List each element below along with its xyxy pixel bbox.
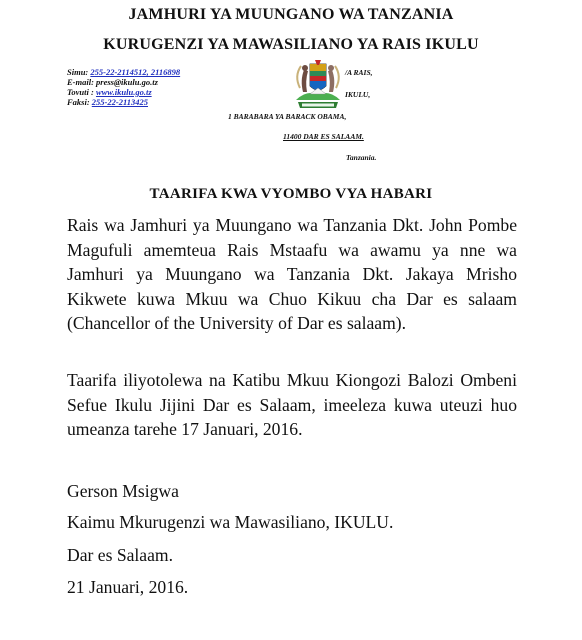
issue-date: 21 Januari, 2016. <box>67 577 189 597</box>
issue-place: Dar es Salaam. <box>67 545 174 565</box>
address-line-1: /A RAIS, <box>345 68 373 77</box>
website-label: Tovuti : <box>67 87 96 97</box>
document-title: TAARIFA KWA VYOMBO VYA HABARI <box>149 186 433 202</box>
tanzania-coat-of-arms-icon <box>288 56 348 114</box>
body-paragraph-2: Taarifa iliyotolewa na Katibu Mkuu Kiongozi Balozi Ombeni Sefue Ikulu Jijini Dar es Salaam, imeeleza kuwa uteuzi huo umeanza tarehe 17 Januari, 2016. <box>67 370 517 439</box>
address-line-3: 1 BARABARA YA BARACK OBAMA, <box>228 112 347 121</box>
address-line-2: IKULU, <box>345 90 371 99</box>
email-line: E-mail: press@ikulu.go.tz <box>67 77 158 87</box>
header-country: JAMHURI YA MUUNGANO WA TANZANIA <box>128 6 454 23</box>
fax-label: Faksi: <box>67 97 92 107</box>
header-directorate: KURUGENZI YA MAWASILIANO YA RAIS IKULU <box>103 36 479 53</box>
address-line-4 <box>283 132 364 141</box>
address-line-5: Tanzania. <box>346 153 377 162</box>
phone-link[interactable]: 255-22-2114512, 2116898 <box>90 67 181 77</box>
fax-link[interactable]: 255-22-2113425 <box>91 97 148 107</box>
website-link[interactable]: www.ikulu.go.tz <box>95 87 152 97</box>
phone-label: Simu: <box>67 67 91 77</box>
signatory-name: Gerson Msigwa <box>67 481 179 501</box>
signatory-position: Kaimu Mkurugenzi wa Mawasiliano, IKULU. <box>67 512 394 532</box>
postal-code-city: 11400 DAR ES SALAAM. <box>283 132 364 141</box>
body-paragraph-1: Rais wa Jamhuri ya Muungano wa Tanzania Dkt. John Pombe Magufuli amemteua Rais Mstaafu wa awamu ya nne wa Jamhuri ya Muungano wa Tanzania Dkt. Jakaya Mrisho Kikwete kuwa Mkuu wa Chuo Kikuu cha Dar es salaam (Chancellor of the University of Dar es salaam). <box>67 215 517 333</box>
phone-line <box>67 67 180 77</box>
website-line <box>67 87 180 97</box>
fax-line <box>67 97 180 107</box>
contact-block <box>67 67 180 107</box>
